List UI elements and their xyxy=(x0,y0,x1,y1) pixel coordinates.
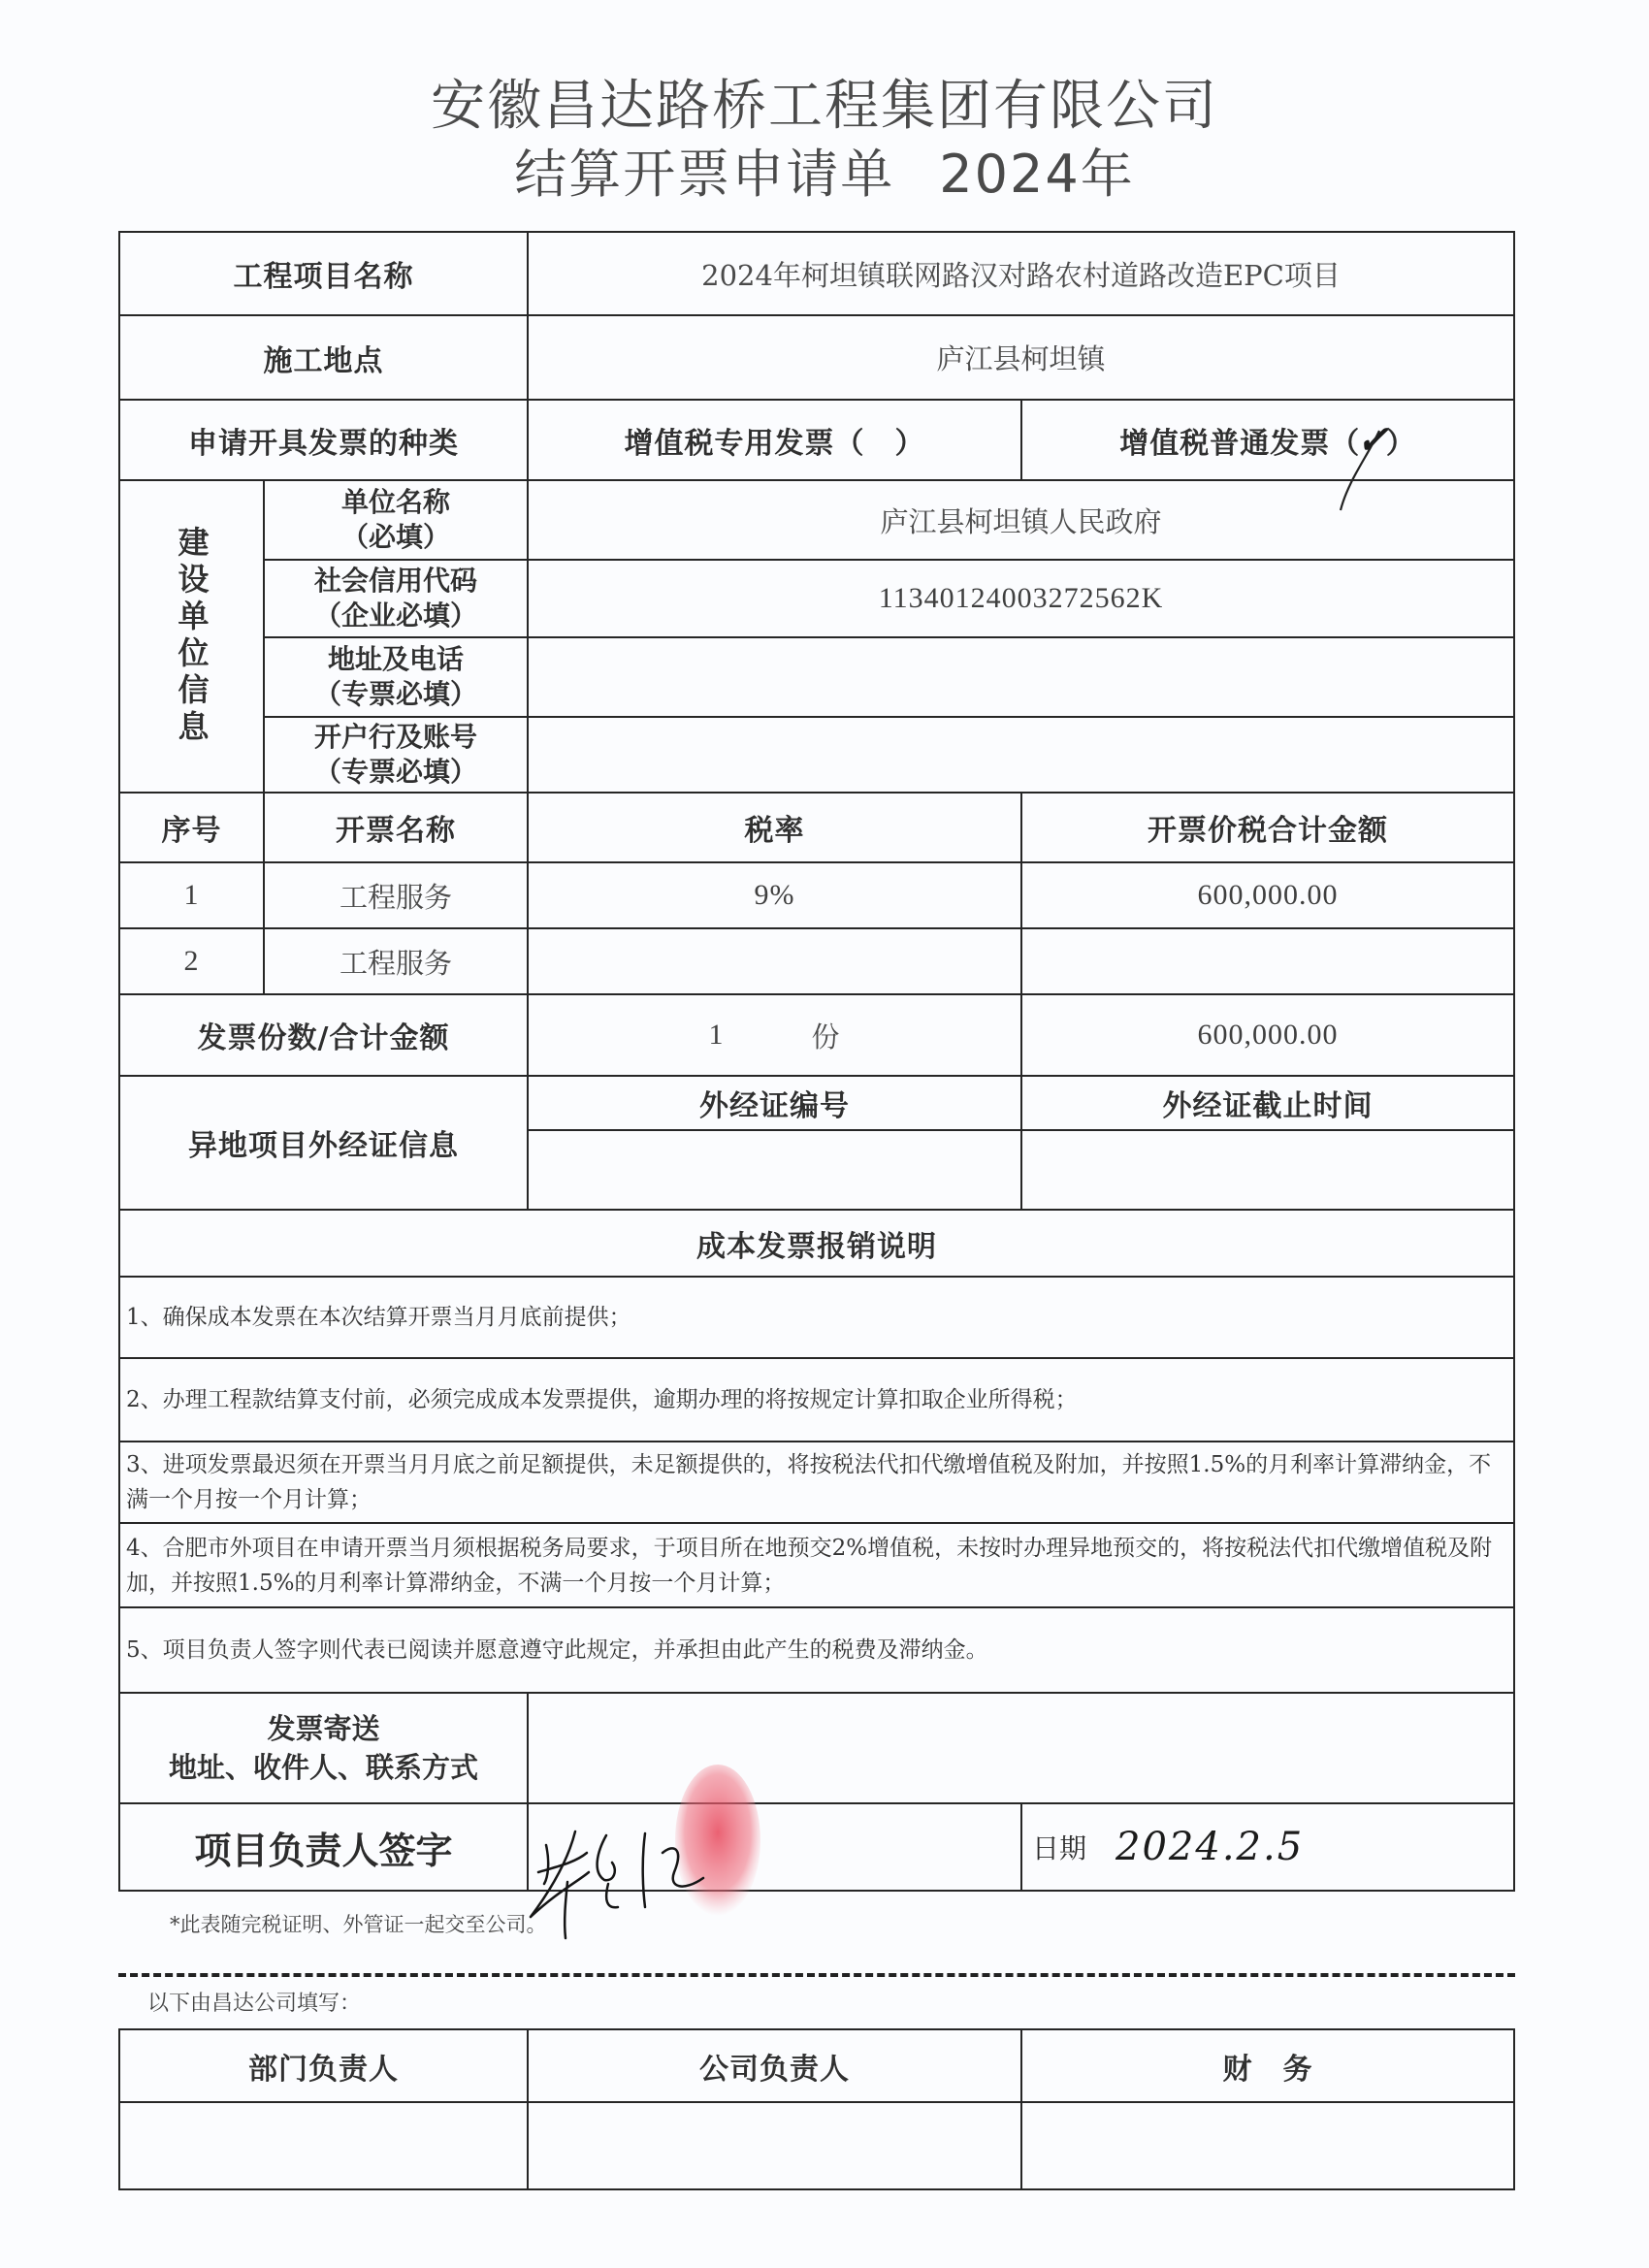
table-row-amount[interactable]: 600,000.00 xyxy=(1020,861,1515,929)
form-title-text: 结算开票申请单 xyxy=(514,144,895,205)
special-vat-option[interactable]: 增值税专用发票（ ） xyxy=(527,399,1022,481)
builder-group-label xyxy=(118,479,265,794)
normal-vat-label: 增值税普通发票（ xyxy=(1119,426,1361,461)
dashed-separator xyxy=(118,1973,1515,1977)
cost-note-item: 2、办理工程款结算支付前，必须完成成本发票提供，逾期办理的将按规定计算扣取企业所得税； xyxy=(118,1357,1515,1442)
cert-deadline-field[interactable] xyxy=(1020,1129,1515,1211)
normal-vat-option[interactable] xyxy=(1020,399,1515,481)
table-row-no: 2 xyxy=(118,927,265,995)
table-row-no: 1 xyxy=(118,861,265,929)
cert-no-header: 外经证编号 xyxy=(527,1075,1022,1131)
table-row-rate[interactable] xyxy=(527,927,1022,995)
invoice-count: 1 xyxy=(708,1019,725,1051)
cost-note-item: 4、合肥市外项目在申请开票当月须根据税务局要求，于项目所在地预交2%增值税，未按时办理异地预交的，将按税法代扣代缴增值税及附加，并按照1.5%的月利率计算滞纳金，不满一个月按一个月计算； xyxy=(118,1522,1515,1608)
finance-field[interactable] xyxy=(1020,2101,1515,2190)
cost-note-item: 3、进项发票最迟须在开票当月月底之前足额提供，未足额提供的，将按税法代扣代缴增值税及附加，并按照1.5%的月利率计算滞纳金，不满一个月按一个月计算； xyxy=(118,1441,1515,1524)
company-head-header: 公司负责人 xyxy=(527,2028,1022,2103)
form-title xyxy=(0,144,1649,206)
invoice-count-unit: 份 xyxy=(811,1020,841,1053)
normal-vat-close: ） xyxy=(1385,426,1416,461)
builder-field-label xyxy=(263,559,529,638)
bank-account-field[interactable] xyxy=(527,716,1515,794)
col-header-name: 开票名称 xyxy=(263,792,529,863)
company-head-field[interactable] xyxy=(527,2101,1022,2190)
delivery-label-line1: 发票寄送 xyxy=(267,1712,380,1745)
date-value: 2024.2.5 xyxy=(1116,1825,1305,1869)
total-amount-field[interactable]: 600,000.00 xyxy=(1020,993,1515,1077)
cert-no-field[interactable] xyxy=(527,1129,1022,1211)
checkmark-icon: ✓ xyxy=(1356,417,1390,463)
field-label-main: 地址及电话 xyxy=(327,643,464,675)
builder-field-label xyxy=(263,716,529,794)
col-header-amount: 开票价税合计金额 xyxy=(1020,792,1515,863)
site-value[interactable]: 庐江县柯坦镇 xyxy=(527,314,1515,401)
delivery-label-line2: 地址、收件人、联系方式 xyxy=(168,1751,478,1784)
internal-caption: 以下由昌达公司填写： xyxy=(147,1992,362,2016)
field-label-main: 社会信用代码 xyxy=(313,565,477,597)
cost-notes-title: 成本发票报销说明 xyxy=(118,1209,1515,1278)
cost-note-item: 1、确保成本发票在本次结算开票当月月底前提供； xyxy=(118,1276,1515,1359)
dept-head-header: 部门负责人 xyxy=(118,2028,529,2103)
delivery-label xyxy=(118,1692,529,1804)
invoice-type-label: 申请开具发票的种类 xyxy=(118,399,529,481)
form-year: 2024年 xyxy=(939,144,1135,205)
cost-note-item: 5、项目负责人签字则代表已阅读并愿意遵守此规定，并承担由此产生的税费及滞纳金。 xyxy=(118,1606,1515,1694)
builder-field-label xyxy=(263,479,529,561)
field-label-main: 开户行及账号 xyxy=(313,721,477,753)
project-name-label: 工程项目名称 xyxy=(118,231,529,316)
builder-field-label xyxy=(263,636,529,718)
handwritten-signature xyxy=(529,1824,820,1940)
company-title: 安徽昌达路桥工程集团有限公司 xyxy=(431,75,1218,138)
builder-group-text: 建设单位信息 xyxy=(173,526,210,747)
cert-deadline-header: 外经证截止时间 xyxy=(1020,1075,1515,1131)
field-label-main: 单位名称 xyxy=(340,486,450,518)
date-field[interactable] xyxy=(1020,1802,1515,1892)
field-label-sub: （必填） xyxy=(340,521,450,553)
col-header-rate: 税率 xyxy=(527,792,1022,863)
builder-unit-name-field[interactable]: 庐江县柯坦镇人民政府 xyxy=(527,479,1515,561)
table-row-amount[interactable] xyxy=(1020,927,1515,995)
summary-label: 发票份数/合计金额 xyxy=(118,993,529,1077)
footnote: *此表随完税证明、外管证一起交至公司。 xyxy=(170,1913,547,1936)
project-name-value[interactable]: 2024年柯坦镇联网路汉对路农村道路改造EPC项目 xyxy=(527,231,1515,316)
field-label-sub: （专票必填） xyxy=(313,678,477,710)
site-label: 施工地点 xyxy=(118,314,529,401)
address-phone-field[interactable] xyxy=(527,636,1515,718)
table-row-name[interactable]: 工程服务 xyxy=(263,927,529,995)
field-label-sub: （企业必填） xyxy=(313,599,477,632)
table-row-name[interactable]: 工程服务 xyxy=(263,861,529,929)
signature-label: 项目负责人签字 xyxy=(118,1802,529,1892)
col-header-no: 序号 xyxy=(118,792,265,863)
remote-cert-label: 异地项目外经证信息 xyxy=(118,1075,529,1211)
finance-header: 财 务 xyxy=(1020,2028,1515,2103)
table-row-rate[interactable]: 9% xyxy=(527,861,1022,929)
dept-head-field[interactable] xyxy=(118,2101,529,2190)
date-label: 日期 xyxy=(1032,1832,1087,1864)
invoice-count-field[interactable] xyxy=(527,993,1022,1077)
credit-code-field[interactable]: 11340124003272562K xyxy=(527,559,1515,638)
field-label-sub: （专票必填） xyxy=(313,756,477,788)
